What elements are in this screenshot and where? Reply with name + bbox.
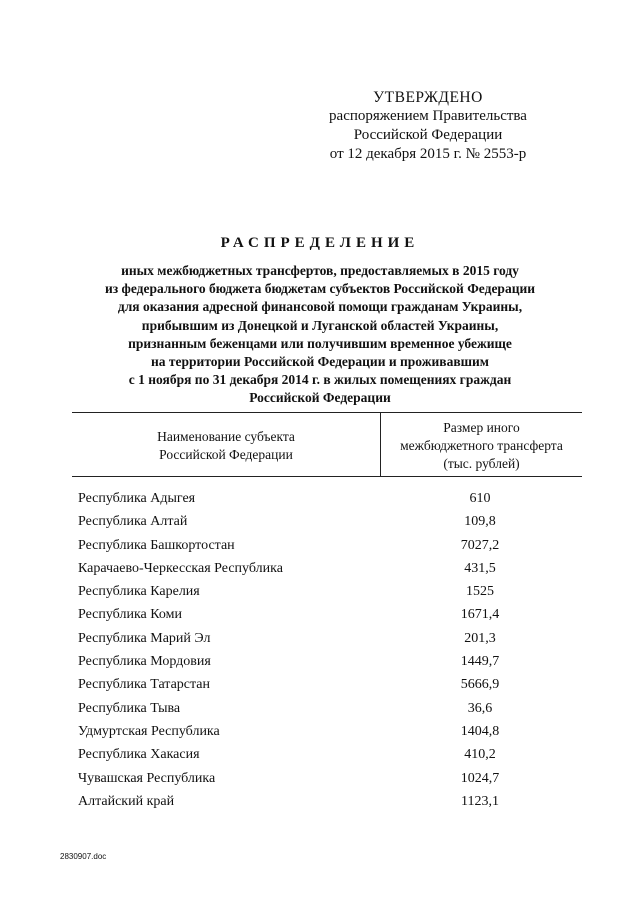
subject-name: Чувашская Республика [78, 770, 216, 786]
transfer-amount: 1449,7 [460, 654, 500, 670]
table-row [0, 487, 640, 510]
subject-name: Республика Адыгея [78, 491, 196, 506]
transfer-amount: 1525 [466, 584, 494, 600]
subject-name: Республика Тыва [78, 700, 181, 716]
subtitle-line: на территории Российской Федерации и проживавшим [151, 354, 489, 370]
transfer-amount: 410,2 [464, 747, 496, 763]
column-header-line: (тыс. рублей) [443, 456, 520, 471]
approval-line: от 12 декабря 2015 г. № 2553-р [329, 146, 527, 162]
subtitle-line: прибывшим из Донецкой и Луганской областей Украины, [141, 317, 499, 333]
subject-name: Республика Татарстан [78, 677, 211, 693]
table-row [0, 673, 640, 696]
subject-name: Республика Хакасия [78, 747, 200, 763]
table-row [0, 790, 640, 813]
column-header-line: Российской Федерации [159, 447, 293, 462]
table-row [0, 720, 640, 743]
subtitle-line: иных межбюджетных трансфертов, предоставляемых в 2015 году [121, 263, 519, 278]
subject-name: Республика Коми [78, 607, 182, 623]
document-subtitle [55, 262, 585, 408]
subject-name: Республика Карелия [78, 584, 200, 600]
transfer-amount: 1123,1 [461, 793, 499, 809]
approval-line: Российской Федерации [353, 127, 503, 143]
subject-name: Республика Алтай [78, 514, 188, 530]
transfer-amount: 1404,8 [460, 723, 500, 739]
subtitle-line: с 1 ноября по 31 декабря 2014 г. в жилых помещениях граждан [128, 372, 512, 388]
table-row [0, 580, 640, 603]
approval-line: распоряжением Правительства [329, 108, 527, 124]
transfer-amount: 7027,2 [460, 537, 500, 553]
subject-name: Карачаево-Черкесская Республика [78, 560, 283, 576]
table-row [0, 557, 640, 580]
document-title: РАСПРЕДЕЛЕНИЕ [220, 235, 420, 251]
column-header-line: Наименование субъекта [157, 429, 295, 444]
subject-name: Республика Башкортостан [78, 537, 235, 553]
table-row [0, 743, 640, 766]
transfer-amount: 36,6 [467, 700, 493, 716]
approval-block [298, 88, 558, 164]
subject-name: Алтайский край [78, 793, 175, 809]
subtitle-line: для оказания адресной финансовой помощи гражданам Украины, [117, 299, 523, 315]
subtitle-line: из федерального бюджета бюджетам субъектов Российской Федерации [104, 281, 536, 297]
subtitle-line: признанным беженцами или получившим временное убежище [128, 335, 512, 351]
table-row [0, 697, 640, 720]
table-row [0, 627, 640, 650]
table-row [0, 534, 640, 557]
subtitle-line: Российской Федерации [249, 390, 391, 406]
transfer-amount: 109,8 [464, 514, 496, 530]
subject-name: Республика Марий Эл [78, 630, 211, 646]
table-row [0, 603, 640, 626]
column-header-amount [381, 419, 582, 473]
column-header-subject [72, 428, 380, 464]
transfer-amount: 201,3 [464, 630, 496, 646]
table-body [0, 487, 640, 813]
transfer-amount: 5666,9 [460, 677, 500, 693]
transfer-amount: 1024,7 [460, 770, 500, 786]
column-header-line: Размер иного [443, 420, 520, 435]
file-name-footer: 2830907.doc [60, 852, 107, 861]
table-row [0, 510, 640, 533]
subject-name: Удмуртская Республика [78, 723, 220, 739]
column-header-line: межбюджетного трансферта [400, 438, 563, 453]
transfer-amount: 431,5 [464, 560, 496, 576]
table-top-border [72, 412, 582, 413]
table-row [0, 650, 640, 673]
table-header-bottom-border [72, 476, 582, 477]
approval-heading: УТВЕРЖДЕНО [373, 89, 483, 106]
subject-name: Республика Мордовия [78, 654, 211, 670]
transfer-amount: 1671,4 [460, 607, 500, 623]
table-row [0, 767, 640, 790]
transfer-amount: 610 [469, 491, 491, 506]
